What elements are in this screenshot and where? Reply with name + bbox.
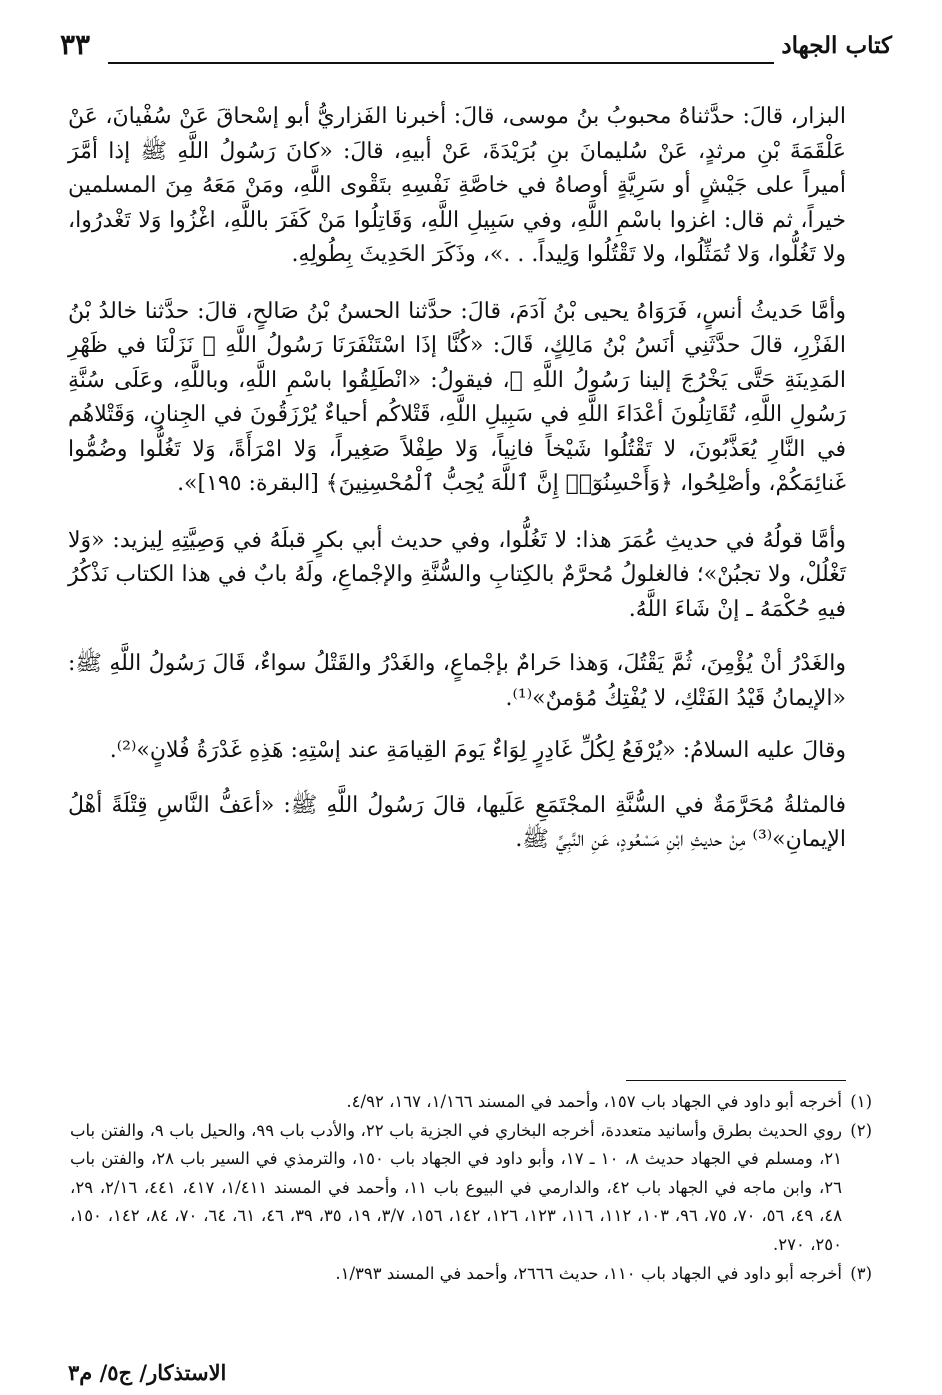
paragraph: وقالَ عليه السلامُ: «يُرْفَعُ لِكُلِّ غَادِرٍ لِوَاءٌ يَومَ القِيامَةِ عند إسْتِهِ: هَذِهِ غَدْرَةُ فُلانٍ»⁽²⁾. — [109, 738, 846, 763]
footnote-text: روي الحديث بطرق وأسانيد متعددة، أخرجه البخاري في الجزية باب ٢٢، والأدب باب ٩٩، والحيل باب ٩، والفتن باب ٢١، ومسلم في الجهاد حديث ٨، ١٠ ـ ١٧، وأبو داود في الجهاد باب ١٥٠، والترمذي في السير باب ٢٨، والفتن باب ٢٦، وابن ماجه في الجهاد باب ٤٢، والدارمي في البيوع باب ١١، وأحمد في المسند ١/٤١١، ٤١٧، ٤٤١، ٢/١٦، ٢٩، ٤٨، ٤٩، ٥٦، ٧٠، ٧٥، ٩٦، ١٠٣، ١١٢، ١١٦، ١٢٣، ١٢٦، ١٤٢، ١٥٦، ٣/٧، ١٩، ٣٥، ٣٩، ٤٦، ٦١، ٦٤، ٧٠، ٨٤، ١٤٢، ١٥٠، ٢٥٠، ٢٧٠. — [70, 1120, 843, 1254]
book-title: كتاب الجهاد — [781, 32, 892, 59]
footnote — [70, 1260, 872, 1289]
footnote-rule — [626, 1080, 846, 1081]
footnote — [70, 1117, 872, 1260]
footnote-text: أخرجه أبو داود في الجهاد باب ١٥٧، وأحمد في المسند ١/١٦٦، ١٦٧، ٤/٩٢. — [346, 1092, 842, 1111]
signature-mark: الاستذكار/ ج٥/ م٣ — [68, 1360, 227, 1385]
footnote-text: أخرجه أبو داود في الجهاد باب ١١٠، حديث ٢٦٦٦، وأحمد في المسند ١/٣٩٣. — [335, 1263, 842, 1283]
paragraph: فالمثلةُ مُحَرَّمَةٌ في السُّنَّةِ المجْتَمَعِ عَلَيها، قالَ رَسُولُ اللَّهِ ﷺ: «أعَفُّ النَّاسِ قِتْلَةً أهْلُ الإيمانِ»⁽³⁾ مِنْ حديثِ ابْنِ مَسْعُودٍ، عَنِ النَّبِيِّ ﷺ. — [68, 792, 846, 852]
main-text — [68, 100, 846, 858]
paragraph: البزار، قالَ: حدَّثناهُ محبوبُ بنُ موسى، قالَ: أخبرنا الفَزاريُّ أبو إسْحاقَ عَنْ سُفْيانَ، عَنْ عَلْقَمَةَ بْنِ مرثدٍ، عَنْ سُليمانَ بنِ بُرَيْدَةَ، عَنْ أبيهِ، قالَ: «كانَ رَسُولُ اللَّهِ ﷺ إذا أمَّرَ أميراً على جَيْشٍ أو سَرِيَّةٍ أوصاهُ في خاصَّةِ نَفْسِهِ بتَقْوى اللَّهِ، ومَنْ مَعَهُ مِنَ المسلمين خيراً، ثم قال: اغزوا باسْمِ اللَّهِ، وفي سَبِيلِ اللَّهِ، وَقَاتِلُوا مَنْ كَفَرَ باللَّهِ، اغْزُوا وَلا تَغْدرُوا، ولا تَغُلُّوا، وَلا تُمَثِّلُوا، ولا تَقْتُلُوا وَلِيداً. . .»، وذَكَرَ الحَدِيثَ بِطُولِهِ. — [68, 104, 846, 267]
paragraph: وأمَّا قولُهُ في حديثِ عُمَرَ هذا: لا تَغُلُّوا، وفي حديث أبي بكرٍ قبلَهُ في وَصِيَّتِهِ لِيزيد: «وَلا تَغْلُلْ، ولا تجبُنْ»؛ فالغلولُ مُحرَّمٌ بالكِتابِ والسُّنَّةِ والإجْماعِ، ولَهُ بابٌ في هذا الكتاب نَذْكُرُ فيهِ حُكْمَهُ ـ إنْ شَاءَ اللَّهُ. — [68, 527, 846, 622]
paragraph: والغَدْرُ أنْ يُؤْمِنَ، ثُمَّ يَقْتُلَ، وَهذا حَرامٌ بإجْماعٍ، والغَدْرُ والقَتْلُ سواءٌ، قَالَ رَسُولُ اللَّهِ ﷺ: «الإيمانُ قَيْدُ الفَتْكِ، لا يُفْتِكُ مُؤمنٌ»⁽¹⁾. — [68, 651, 846, 711]
footnote-number: (١) — [850, 1092, 872, 1111]
footnotes — [70, 1088, 872, 1288]
header-rule — [108, 62, 774, 64]
paragraph: وأمَّا حَديثُ أنسٍ، فَرَوَاهُ يحيى بْنُ آدَمَ، قالَ: حدَّثنا الحسنُ بْنُ صَالحٍ، قالَ: حدَّثنا خالدُ بْنُ الفَزْرِ، قالَ حدَّثَنِي أنَسُ بْنُ مَالِكٍ، قَالَ: «كُنَّا إذَا اسْتَنْفَرَنَا رَسُولُ اللَّهِ ﷺ نَزَلْنَا في ظَهْرِ المَدِينَةِ حَتَّى يَخْرُجَ إلينا رَسُولُ اللَّهِ ﷺ، فيقولُ: «انْطَلِقُوا باسْمِ اللَّهِ، وباللَّهِ، وعَلَى سُنَّةِ رَسُولِ اللَّهِ، تُقَاتِلُونَ أعْدَاءَ اللَّهِ في سَبِيلِ اللَّهِ، قَتْلاكُم أحياءٌ يُرْزَقُونَ في الجِنانِ، وَقَتْلاهُم في النَّارِ يُعَذَّبُونَ، لا تَقْتُلُوا شَيْخاً فانِياً، وَلا طِفْلاً صَغِيراً، وَلا امْرَأَةً، وَلا تَغُلُّوا وضُمُّوا غَنائِمَكُمْ، وأصْلِحُوا، ﴿وَأَحْسِنُوٓا۟ إِنَّ ٱللَّهَ يُحِبُّ ٱلْمُحْسِنِينَ﴾ [البقرة: ١٩٥]». — [68, 298, 847, 496]
page-number: ٣٣ — [60, 28, 91, 61]
footnote-number: (٢) — [850, 1120, 872, 1140]
footnote — [70, 1088, 872, 1117]
footnote-number: (٣) — [850, 1263, 872, 1283]
page-header — [60, 28, 892, 68]
